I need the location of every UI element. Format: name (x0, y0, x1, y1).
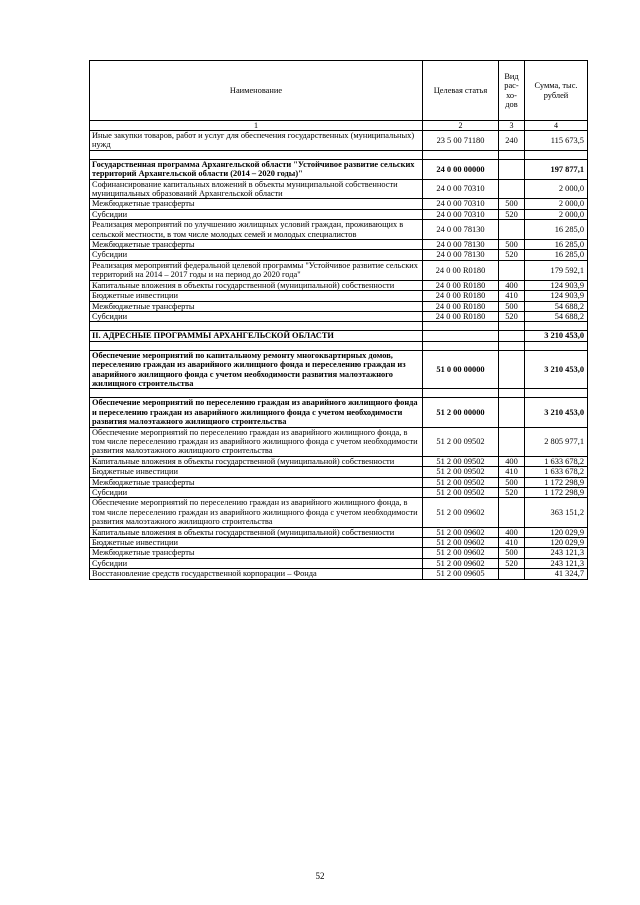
section-row (90, 398, 588, 427)
table-body (90, 131, 588, 580)
spacer-cell (499, 389, 525, 398)
table-row (90, 477, 588, 487)
target-article-cell: 24 0 00 78130 (423, 220, 499, 240)
spacer-cell (525, 389, 588, 398)
target-article-cell: 23 5 00 71180 (423, 131, 499, 151)
expense-type-cell: 410 (499, 538, 525, 548)
name-cell: Государственная программа Архангельской области "Устойчивое развитие сельских территорий Архангельской области (2014 – 2020 годы)" (90, 159, 423, 179)
page-number: 52 (315, 871, 325, 881)
expense-type-cell (499, 398, 525, 427)
table-row (90, 488, 588, 498)
table-row (90, 467, 588, 477)
expense-type-cell: 500 (499, 301, 525, 311)
target-article-cell: 51 2 00 09605 (423, 569, 499, 579)
spacer-row (90, 341, 588, 350)
header-row (90, 61, 588, 121)
column-number-row (90, 121, 588, 131)
table-row (90, 527, 588, 537)
expense-type-cell: 400 (499, 280, 525, 290)
name-cell: Обеспечение мероприятий по переселению граждан из аварийного жилищного фонда и переселению граждан из аварийного жилищного фонда с учетом необходимости развития малоэтажного жилищного строительства (90, 398, 423, 427)
amount-cell: 41 324,7 (525, 569, 588, 579)
table-row (90, 456, 588, 466)
target-article-cell: 51 2 00 09502 (423, 456, 499, 466)
table-row (90, 558, 588, 568)
amount-cell: 2 000,0 (525, 199, 588, 209)
spacer-cell (423, 150, 499, 159)
amount-cell: 3 210 453,0 (525, 331, 588, 341)
amount-cell: 54 688,2 (525, 311, 588, 321)
table-row (90, 427, 588, 456)
amount-cell: 16 285,0 (525, 240, 588, 250)
expense-type-cell (499, 350, 525, 389)
name-cell: Софинансирование капитальных вложений в объекты муниципальной собственности муниципальных образований Архангельской области (90, 179, 423, 199)
column-number: 3 (499, 121, 525, 131)
target-article-cell: 24 0 00 R0180 (423, 291, 499, 301)
spacer-cell (423, 341, 499, 350)
name-cell: Обеспечение мероприятий по капитальному ремонту многоквартирных домов, переселению граждан из аварийного жилищного фонда и переселению граждан из аварийного жилищного фонда с учетом необходимости развития малоэтажного жилищного строительства (90, 350, 423, 389)
name-cell: Межбюджетные трансферты (90, 548, 423, 558)
name-cell: Субсидии (90, 558, 423, 568)
table-row (90, 301, 588, 311)
amount-cell: 2 000,0 (525, 179, 588, 199)
spacer-cell (499, 322, 525, 331)
amount-cell: 179 592,1 (525, 260, 588, 280)
table-row (90, 291, 588, 301)
expense-type-cell: 410 (499, 291, 525, 301)
name-cell: Субсидии (90, 250, 423, 260)
expense-type-cell: 500 (499, 477, 525, 487)
name-cell: Бюджетные инвестиции (90, 538, 423, 548)
amount-cell: 2 000,0 (525, 209, 588, 219)
table-row (90, 250, 588, 260)
table-row (90, 179, 588, 199)
expense-type-cell (499, 427, 525, 456)
target-article-cell: 24 0 00 R0180 (423, 311, 499, 321)
target-article-cell: 24 0 00 00000 (423, 159, 499, 179)
table-row (90, 498, 588, 527)
name-cell: Субсидии (90, 311, 423, 321)
target-article-cell: 51 2 00 09602 (423, 498, 499, 527)
target-article-cell (423, 331, 499, 341)
expense-type-cell: 410 (499, 467, 525, 477)
amount-cell: 124 903,9 (525, 280, 588, 290)
name-cell: Межбюджетные трансферты (90, 477, 423, 487)
target-article-cell: 24 0 00 78130 (423, 250, 499, 260)
target-article-cell: 51 2 00 09502 (423, 427, 499, 456)
target-article-cell: 51 2 00 09502 (423, 477, 499, 487)
name-cell: Иные закупки товаров, работ и услуг для обеспечения государственных (муниципальных) нужд (90, 131, 423, 151)
spacer-cell (423, 389, 499, 398)
amount-cell: 243 121,3 (525, 558, 588, 568)
target-article-cell: 51 2 00 00000 (423, 398, 499, 427)
amount-cell: 1 633 678,2 (525, 467, 588, 477)
expense-type-cell: 500 (499, 240, 525, 250)
section-row (90, 350, 588, 389)
amount-cell: 2 805 977,1 (525, 427, 588, 456)
table-row (90, 131, 588, 151)
target-article-cell: 24 0 00 78130 (423, 240, 499, 250)
name-cell: Капитальные вложения в объекты государственной (муниципальной) собственности (90, 280, 423, 290)
column-number: 1 (90, 121, 423, 131)
header-sum: Сумма, тыс. рублей (525, 61, 588, 121)
expense-type-cell: 520 (499, 488, 525, 498)
name-cell: Межбюджетные трансферты (90, 301, 423, 311)
name-cell: Капитальные вложения в объекты государственной (муниципальной) собственности (90, 527, 423, 537)
name-cell: II. АДРЕСНЫЕ ПРОГРАММЫ АРХАНГЕЛЬСКОЙ ОБЛАСТИ (90, 331, 423, 341)
expense-type-cell: 520 (499, 558, 525, 568)
expense-type-cell: 520 (499, 250, 525, 260)
expense-type-cell: 400 (499, 527, 525, 537)
header-code: Целевая статья (423, 61, 499, 121)
section-row (90, 159, 588, 179)
amount-cell: 3 210 453,0 (525, 398, 588, 427)
name-cell: Обеспечение мероприятий по переселению граждан из аварийного жилищного фонда, в том числе переселению граждан из аварийного жилищного фонда с учетом необходимости развития малоэтажного жилищного строительства (90, 427, 423, 456)
table-row (90, 280, 588, 290)
name-cell: Восстановление средств государственной корпорации – Фонда (90, 569, 423, 579)
target-article-cell: 51 2 00 09602 (423, 538, 499, 548)
spacer-cell (90, 150, 423, 159)
expense-type-cell: 500 (499, 199, 525, 209)
target-article-cell: 51 2 00 09602 (423, 548, 499, 558)
amount-cell: 120 029,9 (525, 527, 588, 537)
target-article-cell: 24 0 00 70310 (423, 199, 499, 209)
expense-type-cell: 520 (499, 209, 525, 219)
expense-type-cell (499, 179, 525, 199)
amount-cell: 243 121,3 (525, 548, 588, 558)
budget-table (89, 60, 588, 580)
amount-cell: 16 285,0 (525, 250, 588, 260)
name-cell: Межбюджетные трансферты (90, 240, 423, 250)
expense-type-cell (499, 498, 525, 527)
spacer-cell (499, 150, 525, 159)
table-row (90, 311, 588, 321)
expense-type-cell (499, 569, 525, 579)
amount-cell: 197 877,1 (525, 159, 588, 179)
target-article-cell: 24 0 00 70310 (423, 209, 499, 219)
table-row (90, 240, 588, 250)
amount-cell: 1 633 678,2 (525, 456, 588, 466)
expense-type-cell (499, 159, 525, 179)
target-article-cell: 51 2 00 09502 (423, 467, 499, 477)
column-number: 4 (525, 121, 588, 131)
spacer-cell (525, 150, 588, 159)
table-row (90, 569, 588, 579)
name-cell: Обеспечение мероприятий по переселению граждан из аварийного жилищного фонда, в том числе переселению граждан из аварийного жилищного фонда с учетом необходимости развития малоэтажного жилищного строительства (90, 498, 423, 527)
name-cell: Капитальные вложения в объекты государственной (муниципальной) собственности (90, 456, 423, 466)
target-article-cell: 51 2 00 09502 (423, 488, 499, 498)
spacer-cell (90, 341, 423, 350)
spacer-row (90, 150, 588, 159)
amount-cell: 16 285,0 (525, 220, 588, 240)
target-article-cell: 51 2 00 09602 (423, 527, 499, 537)
expense-type-cell (499, 331, 525, 341)
target-article-cell: 51 2 00 09602 (423, 558, 499, 568)
expense-type-cell: 500 (499, 548, 525, 558)
spacer-cell (499, 341, 525, 350)
target-article-cell: 24 0 00 R0180 (423, 260, 499, 280)
expense-type-cell: 240 (499, 131, 525, 151)
amount-cell: 3 210 453,0 (525, 350, 588, 389)
spacer-cell (90, 389, 423, 398)
name-cell: Реализация мероприятий по улучшению жилищных условий граждан, проживающих в сельской местности, в том числе молодых семей и молодых специалистов (90, 220, 423, 240)
expense-type-cell: 520 (499, 311, 525, 321)
amount-cell: 1 172 298,9 (525, 477, 588, 487)
table-row (90, 548, 588, 558)
table-row (90, 538, 588, 548)
table-row (90, 220, 588, 240)
expense-type-cell (499, 220, 525, 240)
header-name: Наименование (90, 61, 423, 121)
spacer-row (90, 322, 588, 331)
name-cell: Субсидии (90, 209, 423, 219)
expense-type-cell: 400 (499, 456, 525, 466)
table-row (90, 199, 588, 209)
spacer-cell (423, 322, 499, 331)
section-row (90, 331, 588, 341)
amount-cell: 115 673,5 (525, 131, 588, 151)
target-article-cell: 24 0 00 R0180 (423, 280, 499, 290)
target-article-cell: 24 0 00 R0180 (423, 301, 499, 311)
spacer-cell (525, 341, 588, 350)
amount-cell: 124 903,9 (525, 291, 588, 301)
amount-cell: 120 029,9 (525, 538, 588, 548)
name-cell: Бюджетные инвестиции (90, 291, 423, 301)
amount-cell: 54 688,2 (525, 301, 588, 311)
name-cell: Реализация мероприятий федеральной целевой программы "Устойчивое развитие сельских территорий на 2014 – 2017 годы и на период до 2020 года" (90, 260, 423, 280)
spacer-row (90, 389, 588, 398)
header-type: Вид рас-хо-дов (499, 61, 525, 121)
name-cell: Бюджетные инвестиции (90, 467, 423, 477)
target-article-cell: 24 0 00 70310 (423, 179, 499, 199)
target-article-cell: 51 0 00 00000 (423, 350, 499, 389)
table-row (90, 209, 588, 219)
amount-cell: 1 172 298,9 (525, 488, 588, 498)
spacer-cell (525, 322, 588, 331)
name-cell: Межбюджетные трансферты (90, 199, 423, 209)
budget-table-sheet (89, 60, 587, 580)
amount-cell: 363 151,2 (525, 498, 588, 527)
table-row (90, 260, 588, 280)
name-cell: Субсидии (90, 488, 423, 498)
column-number: 2 (423, 121, 499, 131)
spacer-cell (90, 322, 423, 331)
expense-type-cell (499, 260, 525, 280)
